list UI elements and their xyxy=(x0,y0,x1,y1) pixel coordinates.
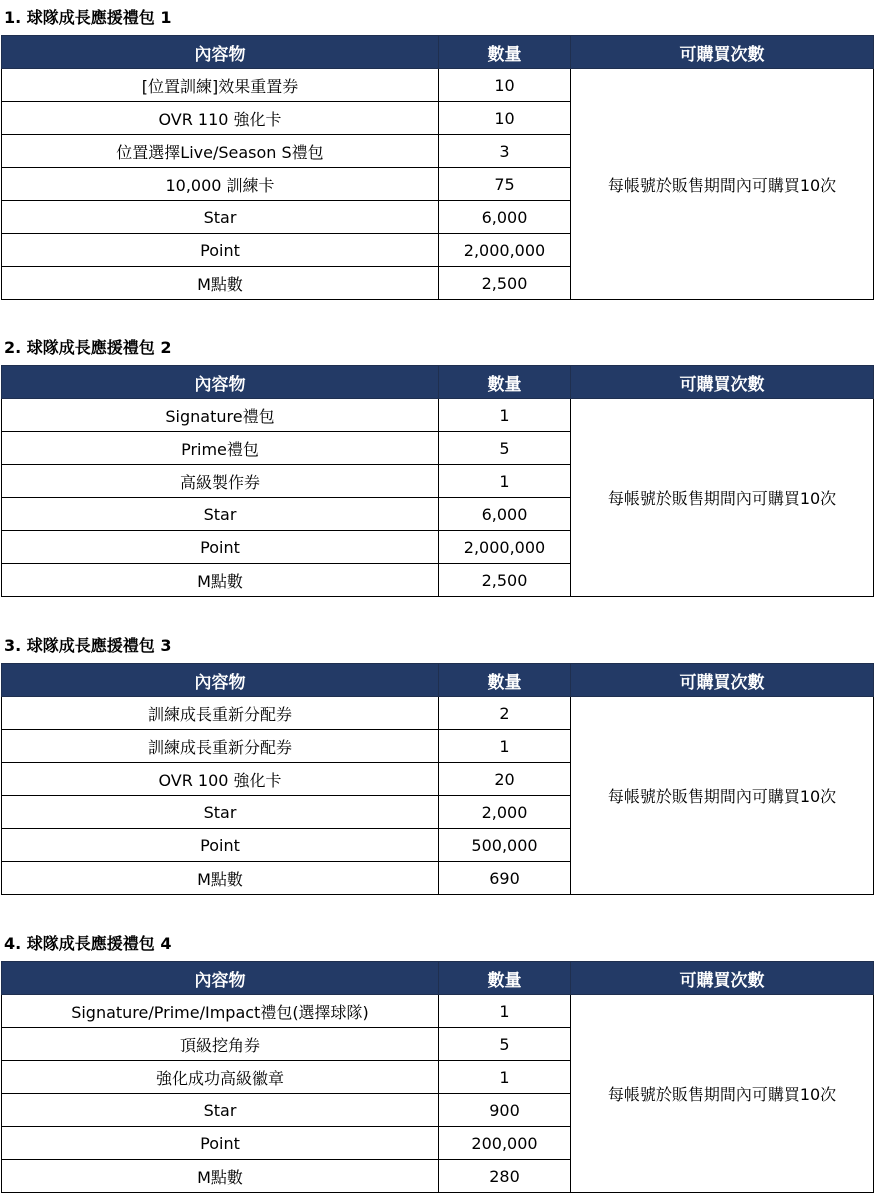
item-name: Signature禮包 xyxy=(2,399,439,432)
item-name: Point xyxy=(2,829,439,862)
item-name: Signature/Prime/Impact禮包(選擇球隊) xyxy=(2,995,439,1028)
item-quantity: 75 xyxy=(439,168,571,201)
package-title: 2. 球隊成長應援禮包 2 xyxy=(4,338,172,357)
table-row xyxy=(2,697,874,730)
item-name: 頂級挖角券 xyxy=(2,1028,439,1061)
item-quantity: 3 xyxy=(439,135,571,168)
package-section-2 xyxy=(0,331,875,597)
header-limit: 可購買次數 xyxy=(571,366,874,399)
header-limit: 可購買次數 xyxy=(571,962,874,995)
item-quantity: 690 xyxy=(439,862,571,895)
table-header-row xyxy=(2,664,874,697)
item-quantity: 2 xyxy=(439,697,571,730)
header-quantity: 數量 xyxy=(439,366,571,399)
table-row xyxy=(2,69,874,102)
item-quantity: 900 xyxy=(439,1094,571,1127)
header-quantity: 數量 xyxy=(439,36,571,69)
item-quantity: 2,000,000 xyxy=(439,234,571,267)
header-contents: 內容物 xyxy=(2,962,439,995)
item-name: M點數 xyxy=(2,862,439,895)
package-title: 1. 球隊成長應援禮包 1 xyxy=(4,8,172,27)
item-name: 強化成功高級徽章 xyxy=(2,1061,439,1094)
table-row xyxy=(2,995,874,1028)
item-quantity: 5 xyxy=(439,1028,571,1061)
table-header-row xyxy=(2,36,874,69)
item-quantity: 280 xyxy=(439,1160,571,1193)
item-quantity: 2,500 xyxy=(439,564,571,597)
item-quantity: 6,000 xyxy=(439,201,571,234)
header-quantity: 數量 xyxy=(439,664,571,697)
header-contents: 內容物 xyxy=(2,664,439,697)
purchase-limit: 每帳號於販售期間內可購買10次 xyxy=(571,697,874,895)
item-name: Star xyxy=(2,796,439,829)
item-quantity: 500,000 xyxy=(439,829,571,862)
item-quantity: 1 xyxy=(439,995,571,1028)
table-header-row xyxy=(2,366,874,399)
item-name: Point xyxy=(2,234,439,267)
item-quantity: 10 xyxy=(439,69,571,102)
header-contents: 內容物 xyxy=(2,366,439,399)
item-quantity: 1 xyxy=(439,1061,571,1094)
item-quantity: 1 xyxy=(439,465,571,498)
item-quantity: 20 xyxy=(439,763,571,796)
item-name: M點數 xyxy=(2,564,439,597)
package-table xyxy=(1,365,874,597)
item-name: 10,000 訓練卡 xyxy=(2,168,439,201)
item-quantity: 5 xyxy=(439,432,571,465)
item-name: [位置訓練]效果重置券 xyxy=(2,69,439,102)
table-row xyxy=(2,399,874,432)
item-name: OVR 110 強化卡 xyxy=(2,102,439,135)
item-quantity: 2,000,000 xyxy=(439,531,571,564)
item-name: OVR 100 強化卡 xyxy=(2,763,439,796)
package-table xyxy=(1,961,874,1193)
item-name: M點數 xyxy=(2,267,439,300)
header-limit: 可購買次數 xyxy=(571,36,874,69)
purchase-limit: 每帳號於販售期間內可購買10次 xyxy=(571,995,874,1193)
package-title: 4. 球隊成長應援禮包 4 xyxy=(4,934,172,953)
item-name: Point xyxy=(2,531,439,564)
item-name: Prime禮包 xyxy=(2,432,439,465)
item-quantity: 10 xyxy=(439,102,571,135)
header-contents: 內容物 xyxy=(2,36,439,69)
item-quantity: 6,000 xyxy=(439,498,571,531)
package-title: 3. 球隊成長應援禮包 3 xyxy=(4,636,172,655)
package-table xyxy=(1,35,874,300)
item-quantity: 200,000 xyxy=(439,1127,571,1160)
item-quantity: 2,500 xyxy=(439,267,571,300)
item-name: Star xyxy=(2,498,439,531)
item-name: 訓練成長重新分配券 xyxy=(2,730,439,763)
package-section-4 xyxy=(0,927,875,1193)
item-name: 訓練成長重新分配券 xyxy=(2,697,439,730)
header-limit: 可購買次數 xyxy=(571,664,874,697)
package-table xyxy=(1,663,874,895)
package-section-1 xyxy=(0,1,875,300)
item-name: Star xyxy=(2,201,439,234)
item-name: Point xyxy=(2,1127,439,1160)
item-quantity: 1 xyxy=(439,399,571,432)
purchase-limit: 每帳號於販售期間內可購買10次 xyxy=(571,399,874,597)
item-quantity: 2,000 xyxy=(439,796,571,829)
item-name: M點數 xyxy=(2,1160,439,1193)
purchase-limit: 每帳號於販售期間內可購買10次 xyxy=(571,69,874,300)
item-quantity: 1 xyxy=(439,730,571,763)
package-section-3 xyxy=(0,629,875,895)
item-name: 高級製作券 xyxy=(2,465,439,498)
header-quantity: 數量 xyxy=(439,962,571,995)
item-name: 位置選擇Live/Season S禮包 xyxy=(2,135,439,168)
table-header-row xyxy=(2,962,874,995)
item-name: Star xyxy=(2,1094,439,1127)
